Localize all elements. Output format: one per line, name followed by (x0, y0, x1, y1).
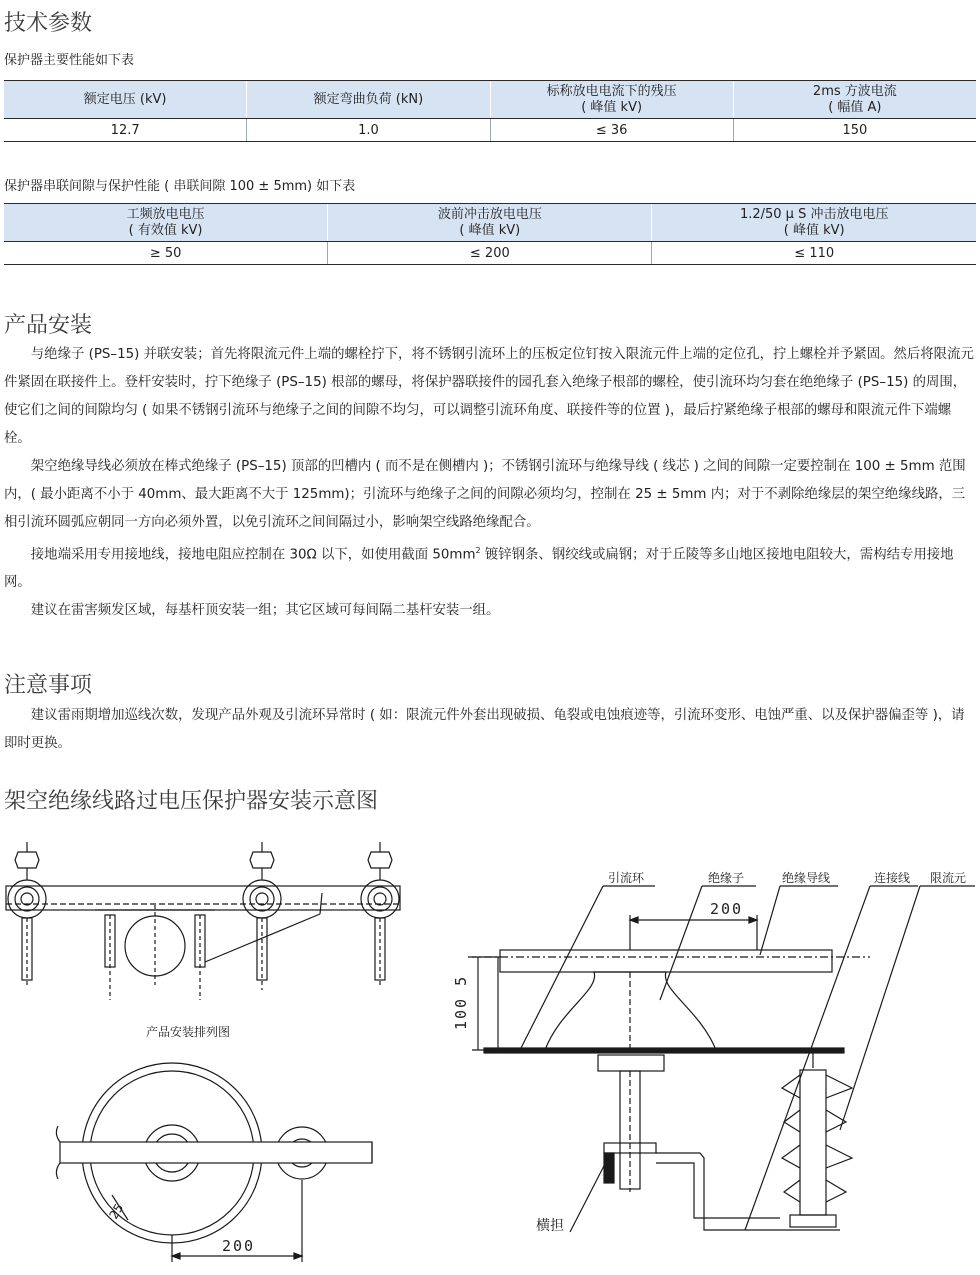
label-insulator: 绝缘子 (708, 871, 745, 885)
table1-caption: 保护器主要性能如下表 (4, 53, 135, 68)
arrangement-caption: 产品安装排列图 (146, 1025, 231, 1039)
section-title-install: 产品安装 (4, 313, 93, 338)
dim-25: 25 (106, 1201, 127, 1222)
t1-cell-2: ≤ 36 (490, 119, 733, 142)
notes-paragraph: 建议雷雨期增加巡线次数，发现产品外观及引流环异常时 ( 如：限流元件外套出现破损、龟裂或电蚀痕迹等，引流环变形、电蚀严重、以及保护器偏歪等 )，请即时更换。 (4, 708, 965, 751)
side-view-drawing (468, 886, 975, 1232)
arrangement-drawing (6, 842, 400, 1000)
t2-cell-2: ≤ 110 (652, 242, 976, 265)
t2-header-0: 工频放电电压 ( 有效值 kV) (4, 204, 328, 242)
t2-cell-0: ≥ 50 (4, 242, 328, 265)
dim-200-top: 200 (710, 900, 744, 918)
label-limiter: 限流元 (930, 871, 967, 885)
label-crossarm: 横担 (536, 1218, 564, 1234)
t2-header-2: 1.2/50 μ S 冲击放电电压 ( 峰值 kV) (652, 204, 976, 242)
t2-cell-1: ≤ 200 (328, 242, 652, 265)
t1-cell-3: 150 (733, 119, 976, 142)
t1-header-3: 2ms 方波电流 ( 幅值 A) (733, 81, 976, 119)
label-connector: 连接线 (874, 871, 911, 885)
t1-cell-1: 1.0 (247, 119, 490, 142)
t1-header-0: 额定电压 (kV) (4, 81, 247, 119)
label-wire: 绝缘导线 (782, 871, 831, 885)
t1-header-2: 标称放电电流下的残压 ( 峰值 kV) (490, 81, 733, 119)
section-title-diagram: 架空绝缘线路过电压保护器安装示意图 (4, 789, 379, 814)
section-title-tech: 技术参数 (4, 11, 93, 36)
install-paragraph-3: 接地端采用专用接地线，接地电阻应控制在 30Ω 以下，如使用截面 $50mm^2$ 镀锌钢条、钢绞线或扁钢；对于丘陵等多山地区接地电阻较大，需构结专用接地网。 (4, 546, 954, 591)
t2-header-1: 波前冲击放电电压 ( 峰值 kV) (328, 204, 652, 242)
dim-200-bottom: 200 (222, 1237, 256, 1255)
dim-100-5: 100 5 (452, 974, 470, 1030)
t1-header-1: 额定弯曲负荷 (kN) (247, 81, 490, 119)
label-ring: 引流环 (608, 871, 645, 885)
install-paragraph-4: 建议在雷害频发区域，每基杆顶安装一组；其它区域可每间隔二基杆安装一组。 (30, 603, 500, 619)
install-paragraph-1: 与绝缘子 (PS–15) 并联安装；首先将限流元件上端的螺栓拧下，将不锈钢引流环上的压板定位钉按入限流元件上端的定位孔，拧上螺栓并予紧固。然后将限流元件紧固在联接件上。登杆安装时，拧下绝缘子 (PS–15) 根部的螺母，将保护器联接件的园孔套入绝缘子根部的螺栓，使引流环均匀套在绝绝缘子 (PS–15) 的周围，使它们之间的间隙均匀 ( 如果不锈钢引流环与绝缘子之间的间隙不均匀，可以调整引流环角度、联接件等的位置 )，最后拧紧绝缘子根部的螺母和限流元件下端螺栓。 (4, 347, 974, 446)
install-paragraph-2: 架空绝缘导线必须放在棒式绝缘子 (PS–15) 顶部的凹槽内 ( 而不是在侧槽内 )；不锈钢引流环与绝缘导线 ( 线芯 ) 之间的间隙一定要控制在 100 ± 5mm 范围内，( 最小距离不小于 40mm、最大距离不大于 125mm)；引流环与绝缘子之间的间隙必须均匀，控制在 25 ± 5mm 内；对于不剥除绝缘层的架空绝缘线路，三相引流环圆弧应朝同一方向必须外置，以免引流环之间间隔过小，影响架空线路绝缘配合。 (4, 459, 966, 530)
t1-cell-0: 12.7 (4, 119, 247, 142)
table2-caption: 保护器串联间隙与保护性能 ( 串联间隙 100 ± 5mm) 如下表 (4, 179, 356, 194)
section-title-notes: 注意事项 (4, 673, 93, 698)
plan-view-drawing (56, 1063, 372, 1262)
